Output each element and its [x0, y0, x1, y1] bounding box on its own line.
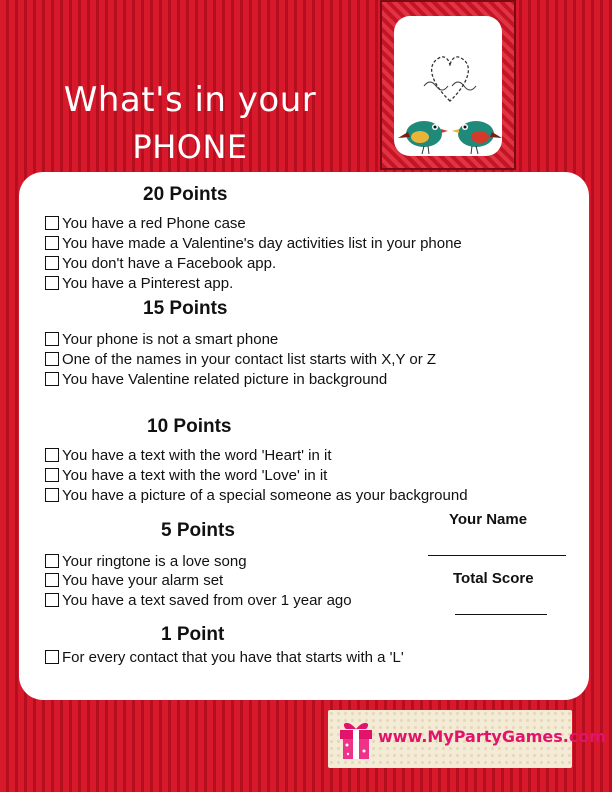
checkbox[interactable]	[45, 276, 59, 290]
list-item[interactable]: Your ringtone is a love song	[45, 552, 247, 572]
list-item[interactable]: You don't have a Facebook app.	[45, 254, 276, 274]
checkbox[interactable]	[45, 332, 59, 346]
bird-left	[398, 121, 448, 154]
checkbox[interactable]	[45, 650, 59, 664]
lovebirds-frame	[380, 0, 516, 170]
your-name-label: Your Name	[449, 511, 528, 528]
checkbox[interactable]	[45, 352, 59, 366]
list-item[interactable]: You have a text with the word 'Love' in it	[45, 466, 327, 486]
logo-text: www.MyPartyGames.com	[378, 727, 607, 746]
checkbox[interactable]	[45, 256, 59, 270]
list-item[interactable]: You have a text with the word 'Heart' in it	[45, 446, 332, 466]
lovebirds-illustration	[394, 16, 506, 160]
list-item[interactable]: You have a picture of a special someone as your background	[45, 486, 468, 506]
list-item[interactable]: You have Valentine related picture in background	[45, 370, 387, 390]
title-line-1: What's in your	[63, 80, 317, 120]
total-score-line[interactable]	[455, 614, 547, 615]
list-item[interactable]: You have your alarm set	[45, 571, 223, 591]
list-item[interactable]: For every contact that you have that starts with a 'L'	[45, 648, 404, 668]
total-score-label: Total Score	[453, 570, 534, 587]
section-heading-5: 5 Points	[161, 520, 235, 541]
list-item[interactable]: One of the names in your contact list starts with X,Y or Z	[45, 350, 436, 370]
checkbox[interactable]	[45, 573, 59, 587]
checkbox[interactable]	[45, 554, 59, 568]
heart-doodle	[432, 57, 469, 101]
checkbox[interactable]	[45, 448, 59, 462]
gift-box-icon	[336, 717, 376, 761]
bird-right	[452, 121, 502, 154]
section-heading-20: 20 Points	[143, 184, 228, 205]
your-name-line[interactable]	[428, 555, 566, 556]
checkbox[interactable]	[45, 593, 59, 607]
section-heading-10: 10 Points	[147, 416, 232, 437]
checkbox[interactable]	[45, 488, 59, 502]
game-card	[19, 172, 589, 700]
checkbox[interactable]	[45, 216, 59, 230]
title-line-2: PHONE	[132, 128, 248, 166]
section-heading-1: 1 Point	[161, 624, 225, 645]
site-logo[interactable]	[328, 710, 607, 768]
list-item[interactable]: You have made a Valentine's day activities list in your phone	[45, 234, 462, 254]
checkbox[interactable]	[45, 372, 59, 386]
section-heading-15: 15 Points	[143, 298, 228, 319]
swirl-right	[452, 82, 476, 90]
checkbox[interactable]	[45, 468, 59, 482]
checkbox[interactable]	[45, 236, 59, 250]
frame-panel	[394, 16, 502, 156]
list-item[interactable]: You have a Pinterest app.	[45, 274, 233, 294]
list-item[interactable]: You have a text saved from over 1 year ago	[45, 591, 352, 611]
list-item[interactable]: Your phone is not a smart phone	[45, 330, 278, 350]
list-item[interactable]: You have a red Phone case	[45, 214, 246, 234]
